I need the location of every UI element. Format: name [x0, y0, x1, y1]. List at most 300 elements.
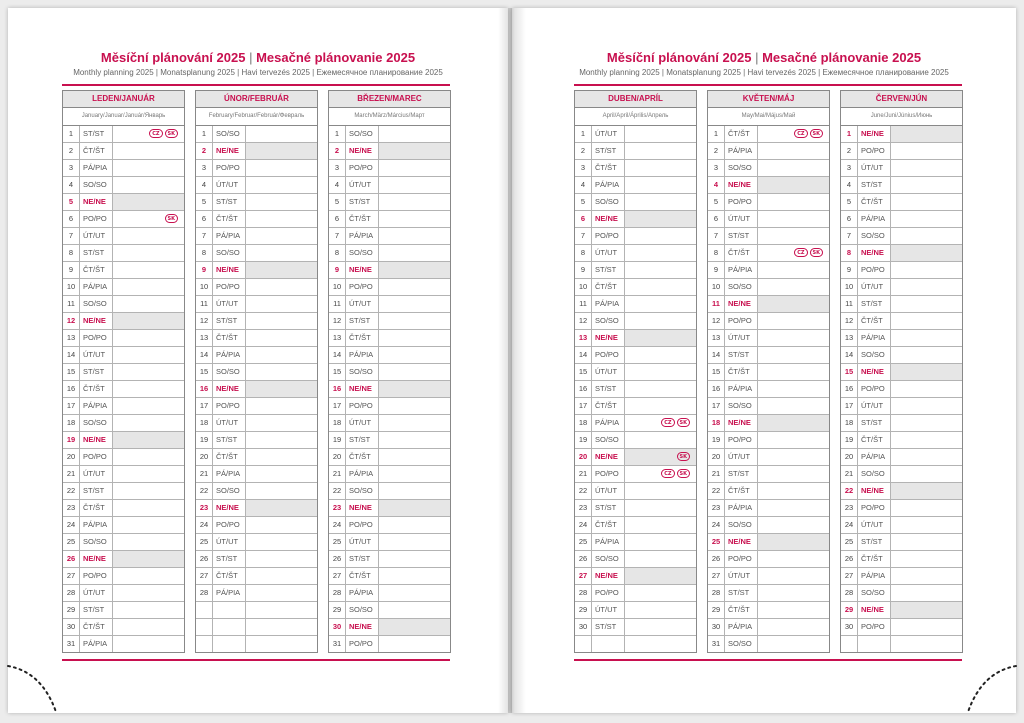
note-cell[interactable]: [246, 262, 317, 278]
day-row: [841, 347, 962, 364]
note-cell[interactable]: [758, 211, 829, 227]
note-cell[interactable]: [625, 347, 696, 363]
note-cell[interactable]: [246, 143, 317, 159]
note-cell[interactable]: [625, 313, 696, 329]
note-cell[interactable]: [379, 636, 450, 652]
weekday-label: SO/SO: [725, 398, 758, 414]
day-row: [708, 534, 829, 551]
day-number: 4: [63, 177, 80, 193]
month-grid: [195, 90, 318, 653]
note-cell[interactable]: [891, 126, 962, 142]
note-cell[interactable]: [758, 619, 829, 635]
note-cell[interactable]: [379, 177, 450, 193]
weekday-label: ST/ST: [858, 415, 891, 431]
note-cell[interactable]: [246, 449, 317, 465]
note-cell[interactable]: [758, 364, 829, 380]
day-row: [63, 330, 184, 347]
day-number: 20: [841, 449, 858, 465]
weekday-label: ČT/ŠT: [80, 143, 113, 159]
day-row: [841, 415, 962, 432]
note-cell[interactable]: [113, 449, 184, 465]
note-cell[interactable]: [891, 330, 962, 346]
note-cell[interactable]: [246, 551, 317, 567]
note-cell[interactable]: [246, 279, 317, 295]
right-footer-rule: [574, 659, 962, 661]
month-grid: [574, 90, 697, 653]
note-cell[interactable]: [625, 619, 696, 635]
note-cell[interactable]: [758, 449, 829, 465]
note-cell[interactable]: [891, 364, 962, 380]
note-cell[interactable]: [113, 415, 184, 431]
day-number: 5: [841, 194, 858, 210]
weekday-label: NE/NE: [858, 483, 891, 499]
weekday-label: [213, 619, 246, 635]
day-row: [329, 381, 450, 398]
day-number: 18: [329, 415, 346, 431]
note-cell[interactable]: [625, 177, 696, 193]
note-cell[interactable]: [891, 160, 962, 176]
note-cell[interactable]: [246, 296, 317, 312]
note-cell[interactable]: [246, 126, 317, 142]
note-cell[interactable]: [625, 466, 696, 482]
day-row: [196, 449, 317, 466]
note-cell[interactable]: [379, 245, 450, 261]
note-cell[interactable]: [758, 347, 829, 363]
day-row: [196, 602, 317, 619]
note-cell[interactable]: [625, 228, 696, 244]
note-cell[interactable]: [246, 330, 317, 346]
note-cell[interactable]: [246, 415, 317, 431]
note-cell[interactable]: [891, 143, 962, 159]
note-cell[interactable]: [625, 432, 696, 448]
day-number: 23: [575, 500, 592, 516]
day-row: [575, 636, 696, 652]
weekday-label: ČT/ŠT: [80, 619, 113, 635]
note-cell[interactable]: [379, 449, 450, 465]
day-number: 31: [329, 636, 346, 652]
note-cell[interactable]: [758, 415, 829, 431]
note-cell[interactable]: [113, 381, 184, 397]
note-cell[interactable]: [891, 534, 962, 550]
note-cell[interactable]: [379, 381, 450, 397]
note-cell[interactable]: [758, 245, 829, 261]
note-cell[interactable]: [379, 296, 450, 312]
note-cell[interactable]: [246, 398, 317, 414]
note-cell[interactable]: [113, 636, 184, 652]
note-cell[interactable]: [891, 619, 962, 635]
note-cell[interactable]: [758, 313, 829, 329]
day-row: [196, 364, 317, 381]
note-cell[interactable]: [246, 619, 317, 635]
weekday-label: NE/NE: [213, 143, 246, 159]
day-number: 8: [63, 245, 80, 261]
note-cell[interactable]: [113, 534, 184, 550]
note-cell[interactable]: [113, 602, 184, 618]
note-cell[interactable]: [379, 279, 450, 295]
note-cell[interactable]: [246, 194, 317, 210]
note-cell[interactable]: [891, 313, 962, 329]
note-cell[interactable]: [113, 296, 184, 312]
note-cell[interactable]: [379, 143, 450, 159]
note-cell[interactable]: [246, 500, 317, 516]
note-cell[interactable]: [113, 347, 184, 363]
note-cell[interactable]: [379, 228, 450, 244]
note-cell[interactable]: [379, 364, 450, 380]
note-cell[interactable]: [246, 466, 317, 482]
holiday-badge-cz: CZ: [794, 248, 807, 257]
note-cell[interactable]: [379, 500, 450, 516]
note-cell[interactable]: [625, 211, 696, 227]
note-cell[interactable]: [246, 602, 317, 618]
note-cell[interactable]: [625, 126, 696, 142]
note-cell[interactable]: [113, 143, 184, 159]
weekday-label: ST/ST: [346, 194, 379, 210]
note-cell[interactable]: [891, 262, 962, 278]
day-row: [841, 126, 962, 143]
weekday-label: SO/SO: [725, 160, 758, 176]
weekday-label: ČT/ŠT: [592, 398, 625, 414]
weekday-label: ÚT/UT: [213, 415, 246, 431]
weekday-label: NE/NE: [80, 551, 113, 567]
holiday-badges: [661, 418, 690, 427]
note-cell[interactable]: [625, 449, 696, 465]
weekday-label: ČT/ŠT: [858, 194, 891, 210]
note-cell[interactable]: [113, 194, 184, 210]
note-cell[interactable]: [758, 483, 829, 499]
day-row: [708, 194, 829, 211]
day-row: [329, 330, 450, 347]
note-cell[interactable]: [758, 228, 829, 244]
note-cell[interactable]: [891, 177, 962, 193]
note-cell[interactable]: [246, 177, 317, 193]
note-cell[interactable]: [891, 415, 962, 431]
note-cell[interactable]: [891, 517, 962, 533]
note-cell[interactable]: [758, 160, 829, 176]
note-cell[interactable]: [758, 398, 829, 414]
note-cell[interactable]: [625, 381, 696, 397]
note-cell[interactable]: [246, 534, 317, 550]
day-row: [196, 313, 317, 330]
note-cell[interactable]: [379, 466, 450, 482]
note-cell[interactable]: [625, 194, 696, 210]
day-number: 10: [708, 279, 725, 295]
day-number: 28: [841, 585, 858, 601]
day-number: 26: [329, 551, 346, 567]
note-cell[interactable]: [758, 585, 829, 601]
weekday-label: NE/NE: [725, 177, 758, 193]
note-cell[interactable]: [625, 517, 696, 533]
note-cell[interactable]: [246, 160, 317, 176]
weekday-label: PÁ/PIA: [80, 160, 113, 176]
weekday-label: PÁ/PIA: [725, 619, 758, 635]
day-number: 11: [329, 296, 346, 312]
note-cell[interactable]: [758, 126, 829, 142]
note-cell[interactable]: [113, 500, 184, 516]
note-cell[interactable]: [379, 602, 450, 618]
note-cell[interactable]: [758, 568, 829, 584]
note-cell[interactable]: [891, 211, 962, 227]
month-name: ÚNOR/FEBRUÁR: [196, 91, 317, 108]
day-number: 15: [63, 364, 80, 380]
note-cell[interactable]: [113, 160, 184, 176]
note-cell[interactable]: [379, 585, 450, 601]
note-cell[interactable]: [891, 194, 962, 210]
note-cell[interactable]: [758, 262, 829, 278]
note-cell[interactable]: [246, 483, 317, 499]
note-cell[interactable]: [379, 415, 450, 431]
note-cell[interactable]: [113, 466, 184, 482]
note-cell[interactable]: [891, 585, 962, 601]
day-number: 27: [841, 568, 858, 584]
note-cell[interactable]: [891, 228, 962, 244]
note-cell[interactable]: [246, 347, 317, 363]
note-cell[interactable]: [758, 466, 829, 482]
day-row: [708, 449, 829, 466]
weekday-label: PÁ/PIA: [213, 347, 246, 363]
note-cell[interactable]: [379, 534, 450, 550]
note-cell[interactable]: [625, 602, 696, 618]
note-cell[interactable]: [625, 534, 696, 550]
note-cell[interactable]: [379, 126, 450, 142]
title-separator: |: [755, 50, 759, 65]
weekday-label: SO/SO: [80, 296, 113, 312]
weekday-label: ST/ST: [346, 313, 379, 329]
note-cell[interactable]: [758, 551, 829, 567]
note-cell[interactable]: [113, 619, 184, 635]
weekday-label: ST/ST: [80, 126, 113, 142]
note-cell[interactable]: [246, 313, 317, 329]
note-cell[interactable]: [758, 636, 829, 652]
weekday-label: NE/NE: [346, 500, 379, 516]
note-cell[interactable]: [891, 500, 962, 516]
day-row: [63, 279, 184, 296]
note-cell[interactable]: [246, 636, 317, 652]
note-cell[interactable]: [625, 143, 696, 159]
note-cell[interactable]: [891, 381, 962, 397]
note-cell[interactable]: [246, 568, 317, 584]
weekday-label: ČT/ŠT: [213, 449, 246, 465]
note-cell[interactable]: [113, 228, 184, 244]
day-row: [708, 296, 829, 313]
note-cell[interactable]: [113, 279, 184, 295]
day-row: [63, 160, 184, 177]
note-cell[interactable]: [113, 432, 184, 448]
note-cell[interactable]: [379, 160, 450, 176]
day-row: [63, 194, 184, 211]
note-cell[interactable]: [379, 483, 450, 499]
day-number: 23: [63, 500, 80, 516]
note-cell[interactable]: [113, 177, 184, 193]
weekday-label: ÚT/UT: [725, 449, 758, 465]
holiday-badges: [165, 214, 178, 223]
note-cell[interactable]: [246, 381, 317, 397]
note-cell[interactable]: [758, 517, 829, 533]
note-cell[interactable]: [379, 398, 450, 414]
weekday-label: PÁ/PIA: [725, 262, 758, 278]
day-row: [575, 534, 696, 551]
note-cell[interactable]: [891, 398, 962, 414]
weekday-label: NE/NE: [725, 296, 758, 312]
weekday-label: ČT/ŠT: [80, 500, 113, 516]
day-row: [575, 449, 696, 466]
day-number: 2: [196, 143, 213, 159]
note-cell[interactable]: [625, 160, 696, 176]
note-cell[interactable]: [625, 585, 696, 601]
day-row: [575, 313, 696, 330]
weekday-label: ÚT/UT: [592, 483, 625, 499]
note-cell[interactable]: [758, 330, 829, 346]
note-cell[interactable]: [246, 585, 317, 601]
day-number: 11: [196, 296, 213, 312]
note-cell[interactable]: [379, 330, 450, 346]
note-cell[interactable]: [625, 279, 696, 295]
note-cell[interactable]: [625, 364, 696, 380]
weekday-label: ST/ST: [725, 228, 758, 244]
day-number: 16: [575, 381, 592, 397]
note-cell[interactable]: [891, 279, 962, 295]
day-number: 13: [196, 330, 213, 346]
day-row: [841, 534, 962, 551]
note-cell[interactable]: [379, 347, 450, 363]
note-cell[interactable]: [625, 398, 696, 414]
note-cell[interactable]: [625, 483, 696, 499]
day-number: 5: [708, 194, 725, 210]
weekday-label: ST/ST: [858, 296, 891, 312]
note-cell[interactable]: [891, 296, 962, 312]
note-cell[interactable]: [758, 296, 829, 312]
note-cell[interactable]: [625, 415, 696, 431]
note-cell[interactable]: [891, 347, 962, 363]
note-cell[interactable]: [113, 398, 184, 414]
note-cell[interactable]: [758, 381, 829, 397]
note-cell[interactable]: [758, 143, 829, 159]
note-cell[interactable]: [113, 364, 184, 380]
note-cell[interactable]: [379, 568, 450, 584]
note-cell[interactable]: [113, 126, 184, 142]
note-cell[interactable]: [113, 585, 184, 601]
note-cell[interactable]: [625, 296, 696, 312]
note-cell[interactable]: [891, 551, 962, 567]
note-cell[interactable]: [113, 211, 184, 227]
day-row: [63, 534, 184, 551]
note-cell[interactable]: [379, 551, 450, 567]
note-cell[interactable]: [891, 636, 962, 652]
note-cell[interactable]: [891, 466, 962, 482]
note-cell[interactable]: [113, 568, 184, 584]
note-cell[interactable]: [113, 517, 184, 533]
note-cell[interactable]: [246, 228, 317, 244]
note-cell[interactable]: [246, 517, 317, 533]
day-number: 5: [63, 194, 80, 210]
note-cell[interactable]: [625, 551, 696, 567]
day-number: 15: [708, 364, 725, 380]
note-cell[interactable]: [379, 432, 450, 448]
note-cell[interactable]: [379, 211, 450, 227]
day-number: 3: [841, 160, 858, 176]
note-cell[interactable]: [113, 313, 184, 329]
note-cell[interactable]: [246, 432, 317, 448]
binding-holes-right: [958, 660, 1018, 716]
day-row: [841, 483, 962, 500]
note-cell[interactable]: [113, 551, 184, 567]
day-row: [196, 500, 317, 517]
day-number: 3: [575, 160, 592, 176]
note-cell[interactable]: [891, 568, 962, 584]
note-cell[interactable]: [113, 483, 184, 499]
day-number: 15: [196, 364, 213, 380]
note-cell[interactable]: [113, 262, 184, 278]
note-cell[interactable]: [625, 636, 696, 652]
note-cell[interactable]: [246, 245, 317, 261]
note-cell[interactable]: [891, 449, 962, 465]
note-cell[interactable]: [113, 245, 184, 261]
note-cell[interactable]: [246, 364, 317, 380]
day-row: [708, 551, 829, 568]
note-cell[interactable]: [758, 194, 829, 210]
note-cell[interactable]: [758, 432, 829, 448]
note-cell[interactable]: [379, 313, 450, 329]
day-number: [196, 602, 213, 618]
weekday-label: ÚT/UT: [592, 245, 625, 261]
day-row: [196, 228, 317, 245]
note-cell[interactable]: [379, 517, 450, 533]
day-row: [196, 517, 317, 534]
holiday-badges: [794, 129, 823, 138]
day-row: [329, 279, 450, 296]
note-cell[interactable]: [758, 534, 829, 550]
weekday-label: ČT/ŠT: [346, 330, 379, 346]
day-row: [575, 160, 696, 177]
holiday-badge-sk: SK: [810, 248, 823, 257]
day-number: 24: [575, 517, 592, 533]
note-cell[interactable]: [625, 500, 696, 516]
day-number: 24: [708, 517, 725, 533]
note-cell[interactable]: [625, 245, 696, 261]
note-cell[interactable]: [625, 568, 696, 584]
note-cell[interactable]: [891, 432, 962, 448]
note-cell[interactable]: [379, 619, 450, 635]
day-number: 22: [196, 483, 213, 499]
day-row: [196, 143, 317, 160]
day-number: 9: [329, 262, 346, 278]
day-number: 22: [841, 483, 858, 499]
note-cell[interactable]: [891, 602, 962, 618]
weekday-label: ÚT/UT: [346, 296, 379, 312]
day-row: [196, 330, 317, 347]
month-translations: January/Januar/Január/Январь: [63, 108, 184, 126]
note-cell[interactable]: [758, 279, 829, 295]
note-cell[interactable]: [625, 262, 696, 278]
note-cell[interactable]: [113, 330, 184, 346]
day-number: 14: [575, 347, 592, 363]
note-cell[interactable]: [758, 500, 829, 516]
note-cell[interactable]: [758, 602, 829, 618]
note-cell[interactable]: [379, 262, 450, 278]
day-row: [196, 585, 317, 602]
note-cell[interactable]: [891, 483, 962, 499]
day-number: 22: [329, 483, 346, 499]
day-row: [329, 585, 450, 602]
weekday-label: ÚT/UT: [725, 211, 758, 227]
note-cell[interactable]: [379, 194, 450, 210]
note-cell[interactable]: [758, 177, 829, 193]
weekday-label: NE/NE: [858, 602, 891, 618]
note-cell[interactable]: [625, 330, 696, 346]
note-cell[interactable]: [246, 211, 317, 227]
day-row: [841, 279, 962, 296]
day-row: [63, 432, 184, 449]
note-cell[interactable]: [891, 245, 962, 261]
